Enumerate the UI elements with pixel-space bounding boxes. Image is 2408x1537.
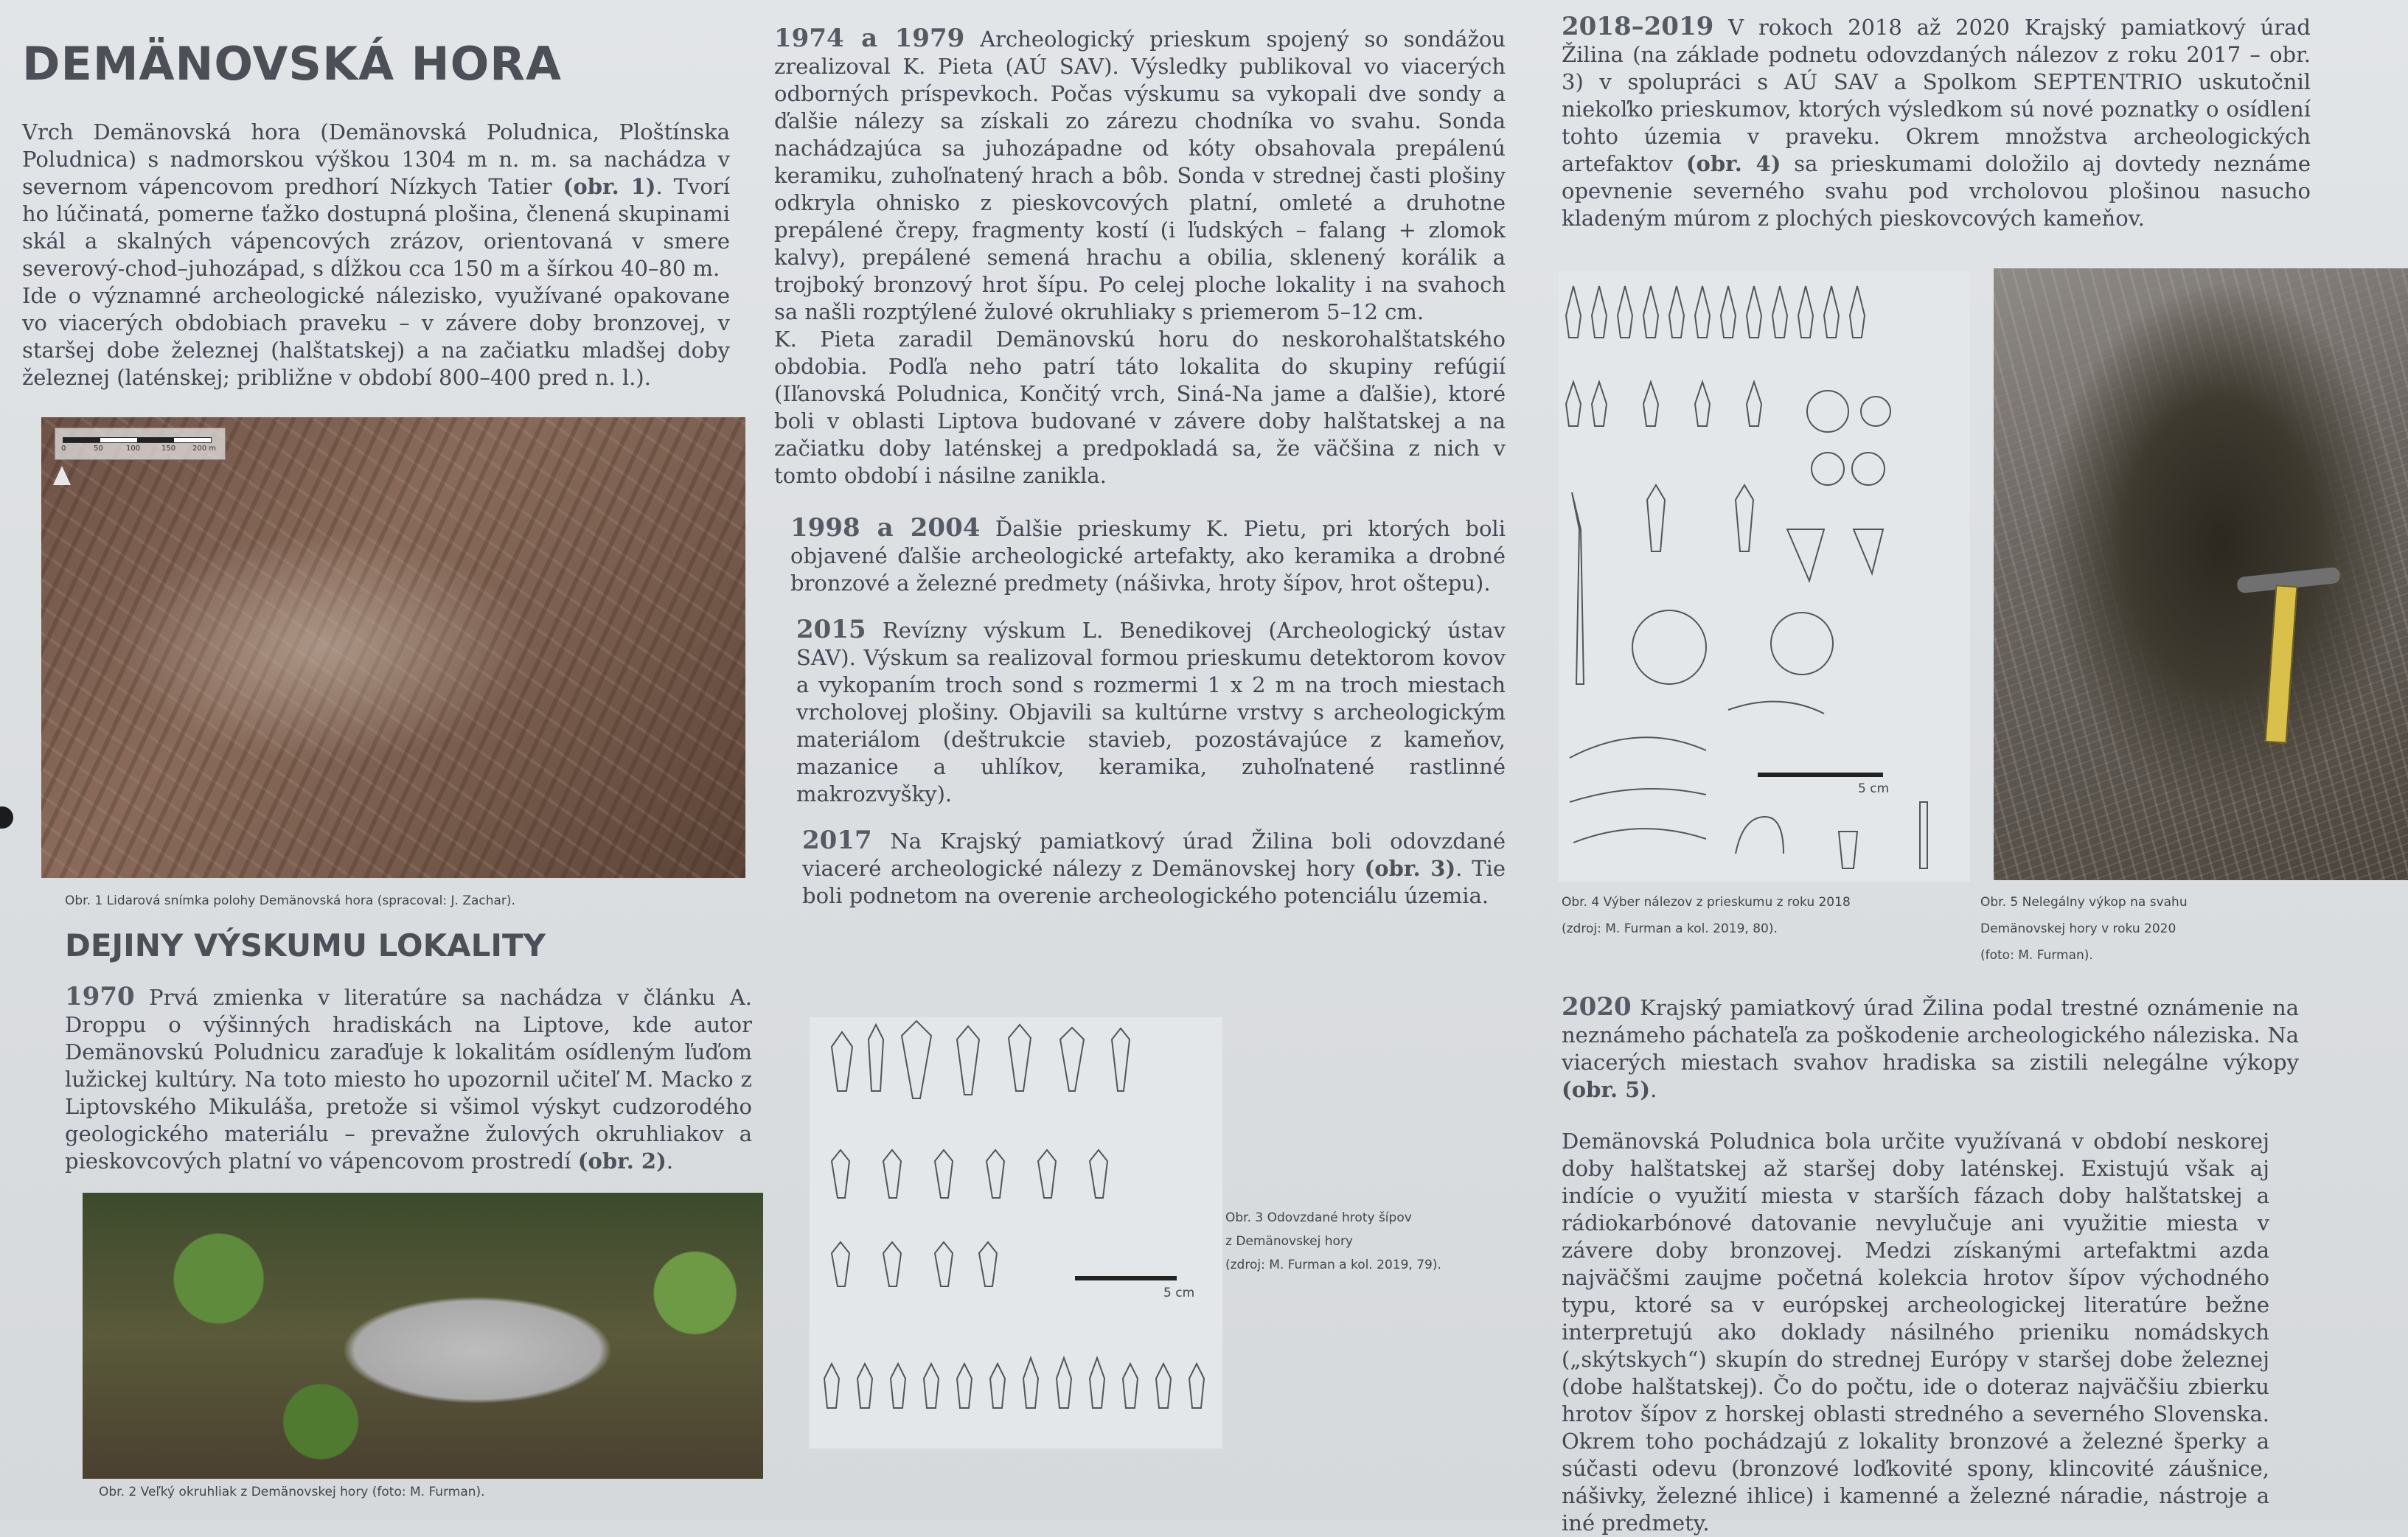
fig5-caption xyxy=(1980,893,2188,964)
arrowhead-icon xyxy=(935,1150,953,1198)
intro-text-a: Vrch Demänovská hora (Demänovská Poludnica, Ploštínska Poludnica) s nadmorskou výškou 1304 m n. m. sa nachádza v severnom vápencovom predhorí Nízkych Tatier xyxy=(22,119,730,199)
section-2017 xyxy=(774,827,1506,910)
ring-icon xyxy=(1807,391,1848,432)
text-2015: Revízny výskum L. Benedikovej (Archeologický ústav SAV). Výskum sa realizoval formou prieskumu detektorom kovov a vykopaním troch sond s rozmermi 1 x 2 m na troch miestach vrcholovej plošiny. Objavili sa kultúrne vrstvy s archeologickým materiálom (deštrukcie stavieb, pozostávajúce z kameňov, mazanice a uhlíkov, keramika, zuhoľnatené rastlinné makrozvyšky). xyxy=(796,618,1506,806)
arrowhead-icon xyxy=(891,1364,905,1408)
fig5-caption-line-1: Obr. 5 Nelegálny výkop na svahu xyxy=(1980,895,2188,910)
fig4-caption xyxy=(1562,893,1851,938)
arrowhead-icon xyxy=(1669,286,1684,338)
arrowhead-icon xyxy=(990,1364,1005,1408)
left-column xyxy=(22,37,730,391)
closing-paragraph: Demänovská Poludnica bola určite využívaná v období neskorej doby halštatskej až staršej doby laténskej. Existujú však aj indície o využití miesta v starších fázach doby halštatskej a rádiokarbónové datovanie nevylučuje ani využitie miesta v závere doby bronzovej. Medzi získanými artefaktmi azda najväčšmi zaujme početná kolekcia hrotov šípov východného typu, ktoré sa v európskej archeologickej literatúre bežne interpretujú ako doklady násilného prieniku nomádskych („skýtskych“) skupín do strednej Európy v staršej dobe železnej (dobe halštatskej). Čo do počtu, ide o doteraz najväčšiu zbierku hrotov šípov z horskej oblasti stredného a severného Slovenska. Okrem toho pochádzajú z lokality bronzové a železné šperky a súčasti odevu (bronzové loďkovité spony, klincovité záušnice, nášivky, železné ihlice) i kamenné a železné náradie, nástroje a iné predmety. xyxy=(1562,1129,2269,1536)
fig3-scale-label: 5 cm xyxy=(1163,1286,1195,1300)
section-1974 xyxy=(774,25,1506,326)
arrowhead-icon xyxy=(1643,382,1658,426)
text-2020-a: Krajský pamiatkový úrad Žilina podal trestné oznámenie na neznámeho páchateľa za poškodenie archeologického náleziska. Na viacerých miestach svahov hradiska sa zistili nelegálne výkopy xyxy=(1562,995,2299,1075)
arrowhead-icon xyxy=(824,1364,839,1408)
section-2018 xyxy=(1562,13,2311,232)
ring-icon xyxy=(1861,397,1890,426)
lidar-image xyxy=(41,417,745,878)
arrowhead-icon xyxy=(1023,1358,1038,1408)
text-1970-a: Prvá zmienka v literatúre sa nachádza v článku A. Droppu o výšinných hradiskách na Liptove, kde autor Demänovskú Poludnicu zaraďuje k lokalitám osídleným ľuďom lužickej kultúry. Na toto miesto ho upozornil učiteľ M. Macko z Liptovského Mikuláša, pretože si všimol výskyt cudzorodého geologického materiálu – prevažne žulových okruhliakov a pieskovcových platní vo vápencovom prostredí xyxy=(65,985,752,1174)
year-2017: 2017 xyxy=(802,826,872,855)
fig5-caption-line-2: Demänovskej hory v roku 2020 xyxy=(1980,921,2176,936)
arrowhead-icon xyxy=(1038,1150,1056,1198)
rock-photo xyxy=(83,1193,763,1479)
fig1-caption: Obr. 1 Lidarová snímka polohy Demänovská hora (spracoval: J. Zachar). xyxy=(65,893,515,908)
fig3-caption-line-2: z Demänovskej hory xyxy=(1225,1234,1353,1249)
scale-label-0: 0 xyxy=(61,445,66,453)
disc-icon xyxy=(1632,610,1706,684)
arrowhead-icon xyxy=(883,1242,901,1286)
earring-icon xyxy=(1736,817,1784,854)
arrowhead-icon xyxy=(1566,382,1581,426)
knife-icon xyxy=(1570,789,1706,802)
arrowheads-figure xyxy=(810,1017,1222,1449)
fig4-caption-line-2: (zdroj: M. Furman a kol. 2019, 80). xyxy=(1562,921,1778,936)
triangular-find-icon xyxy=(1787,529,1824,581)
lidar-scale-bar xyxy=(55,428,226,460)
arrowhead-icon xyxy=(1112,1028,1130,1091)
fibula-icon xyxy=(1570,737,1706,758)
north-arrow-icon xyxy=(53,466,71,485)
triangular-find-icon xyxy=(1854,529,1883,574)
arrowhead-icon xyxy=(869,1025,883,1091)
arrowhead-icon xyxy=(957,1364,972,1408)
arrowhead-icon xyxy=(1850,286,1865,338)
fig3-ref: (obr. 3) xyxy=(1364,856,1456,881)
arrowhead-icon xyxy=(1060,1028,1084,1091)
year-1998: 1998 a 2004 xyxy=(790,513,981,543)
fig4-ref: (obr. 4) xyxy=(1685,151,1781,176)
arrowhead-icon xyxy=(1695,382,1710,426)
arrowheads-drawing xyxy=(810,1017,1222,1449)
section-1974-b: K. Pieta zaradil Demänovskú horu do neskorohalštatského obdobia. Podľa neho patrí táto lokalita do skupiny refúgií (Iľanovská Poludnica, Končitý vrch, Siná-Na jame a ďalšie), ktoré boli v oblasti Liptova budované v závere doby halštatskej a na začiatku doby laténskej a predpokladá sa, že väčšina z nich v tomto období i násilne zanikla. xyxy=(774,327,1506,488)
arrowhead-icon xyxy=(1721,286,1736,338)
finds-drawing xyxy=(1559,271,1970,882)
year-1974: 1974 a 1979 xyxy=(774,24,965,53)
text-2018-a: V rokoch 2018 až 2020 Krajský pamiatkový úrad Žilina (na základe podnetu odovzdaných nálezov z roku 2017 – obr. 3) v spolupráci s AÚ SAV a Spolkom SEPTENTRIO uskutočnil niekoľko prieskumov, ktorých výsledkom sú nové poznatky o osídlení tohto územia v praveku. Okrem množstva archeologických artefaktov xyxy=(1562,15,2311,176)
arrowhead-icon xyxy=(1057,1358,1071,1408)
text-1998: Ďalšie prieskumy K. Pietu, pri ktorých boli objavené ďalšie archeologické artefakty, ako keramika a drobné bronzové a železné predmety (nášivka, hroty šípov, hrot oštepu). xyxy=(790,516,1506,596)
arrowhead-icon xyxy=(832,1032,852,1091)
section-2015 xyxy=(774,616,1506,808)
text-2017-b: . Tie boli podnetom na overenie archeologického potenciálu územia. xyxy=(802,856,1506,908)
arrowhead-icon xyxy=(902,1021,931,1098)
arrowhead-icon xyxy=(883,1150,901,1198)
fig1-ref: (obr. 1) xyxy=(563,174,656,199)
arrowhead-icon xyxy=(1009,1025,1031,1091)
arrowhead-icon xyxy=(1695,286,1710,338)
arrowhead-icon xyxy=(986,1150,1004,1198)
arrowhead-icon xyxy=(832,1150,849,1198)
intro-text-b: . Tvorí ho lúčinatá, pomerne ťažko dostupná plošina, členená skupinami skál a skalných vápencových zrázov, orientovaná v smere severový-chod–juhozápad, s dĺžkou cca 150 m a šírkou 40–80 m. xyxy=(22,174,730,281)
intro-paragraph-2: Ide o významné archeologické nálezisko, využívané opakovane vo viacerých obdobiach praveku – v závere doby bronzovej, v staršej dobe železnej (halštatskej) a na začiatku mladšej doby železnej (laténskej; približne v období 800–400 pred n. l.). xyxy=(22,283,730,390)
middle-column xyxy=(774,25,1506,910)
arrowhead-icon xyxy=(1772,286,1787,338)
year-2015: 2015 xyxy=(796,615,866,644)
text-2017-a: Na Krajský pamiatkový úrad Žilina boli odovzdané viaceré archeologické nálezy z Demänovskej hory xyxy=(802,829,1506,881)
arrowhead-icon xyxy=(1566,286,1581,338)
arrowhead-icon xyxy=(1747,382,1761,426)
arrowhead-icon xyxy=(935,1242,953,1286)
fibula-icon xyxy=(1728,702,1824,714)
arrowhead-icon xyxy=(1798,286,1813,338)
scale-label-100: 100 xyxy=(126,445,141,453)
disc-icon xyxy=(1771,613,1833,675)
arrowhead-icon xyxy=(832,1242,849,1286)
arrowhead-icon xyxy=(1592,286,1607,338)
arrowhead-icon xyxy=(1156,1364,1171,1408)
arrowhead-icon xyxy=(1618,286,1632,338)
section-2020 xyxy=(1562,994,2299,1104)
arrowhead-icon xyxy=(1090,1358,1104,1408)
pin-icon xyxy=(1572,492,1584,684)
year-1970: 1970 xyxy=(65,982,135,1011)
fig4-scale-label: 5 cm xyxy=(1858,781,1890,796)
arrowhead-icon xyxy=(1592,382,1607,426)
scale-label-200: 200 m xyxy=(192,445,217,453)
finds-figure xyxy=(1559,271,1970,882)
pin-icon xyxy=(1920,802,1927,868)
fig2-ref: (obr. 2) xyxy=(577,1149,667,1174)
arrowhead-icon xyxy=(979,1242,997,1286)
pickaxe-handle-icon xyxy=(2265,585,2298,744)
arrowhead-icon xyxy=(924,1364,939,1408)
spearhead-icon xyxy=(1647,485,1665,551)
spearhead-icon xyxy=(1736,485,1753,551)
arrowhead-icon xyxy=(957,1026,979,1095)
text-2020-b: . xyxy=(1650,1077,1657,1102)
year-2020: 2020 xyxy=(1562,992,1632,1022)
year-2018: 2018–2019 xyxy=(1562,12,1714,41)
ring-icon xyxy=(1812,453,1844,485)
arrowhead-icon xyxy=(1090,1150,1107,1198)
arrowhead-icon xyxy=(1747,286,1761,338)
fig3-caption-line-1: Obr. 3 Odovzdané hroty šípov xyxy=(1225,1210,1412,1225)
find-icon xyxy=(1839,832,1857,868)
arrowhead-icon xyxy=(857,1364,872,1408)
arrowhead-icon xyxy=(1824,286,1839,338)
section-1998 xyxy=(774,515,1506,597)
history-1970-paragraph xyxy=(65,983,752,1175)
ring-icon xyxy=(1852,453,1885,485)
history-heading: DEJINY VÝSKUMU LOKALITY xyxy=(65,927,546,963)
illegal-dig-photo xyxy=(1994,268,2408,880)
fig3-caption-line-3: (zdroj: M. Furman a kol. 2019, 79). xyxy=(1225,1258,1441,1272)
arrowhead-icon xyxy=(1189,1364,1204,1408)
text-1970-b: . xyxy=(666,1149,674,1174)
page-title: DEMÄNOVSKÁ HORA xyxy=(22,37,562,91)
text-2018-b: sa prieskumami doložilo aj dovtedy neznáme opevnenie severného svahu pod vrcholovou plošinou nasucho kladeným múrom z plochých pieskovcových kameňov. xyxy=(1562,151,2311,231)
fig4-caption-line-1: Obr. 4 Výber nálezov z prieskumu z roku 2018 xyxy=(1562,895,1851,910)
fig5-caption-line-3: (foto: M. Furman). xyxy=(1980,948,2093,963)
scale-label-50: 50 xyxy=(94,445,103,453)
knife-icon xyxy=(1573,829,1706,843)
arrowhead-icon xyxy=(1123,1364,1138,1408)
fig2-caption: Obr. 2 Veľký okruhliak z Demänovskej hory (foto: M. Furman). xyxy=(99,1485,485,1499)
fig3-caption xyxy=(1225,1209,1441,1274)
intro-paragraph-1 xyxy=(22,119,730,282)
arrowhead-icon xyxy=(1643,286,1658,338)
text-1974: Archeologický prieskum spojený so sondážou zrealizoval K. Pieta (AÚ SAV). Výsledky publikoval vo viacerých odborných príspevkoch. Počas výskumu sa vykopali dve sondy a ďalšie nálezy sa získali zo zárezu chodníka vo svahu. Sonda nachádzajúca sa juhozápadne od kóty obsahovala prepálenú keramiku, zuhoľnatený hrach a bôb. Sonda v strednej časti plošiny odkryla ohnisko z pieskovcových platní, omleté a druhotne prepálené črepy, fragmenty kostí (i ľudských – falang + zlomok kalvy), prepálené semená hrachu a obilia, sklenený korálik a trojboký bronzový hrot šípu. Po celej ploche lokality i na svahoch sa našli rozptýlené žulové okruhliaky s priemerom 5–12 cm. xyxy=(774,27,1506,324)
fig5-ref: (obr. 5) xyxy=(1562,1077,1651,1102)
scale-label-150: 150 xyxy=(161,445,176,453)
